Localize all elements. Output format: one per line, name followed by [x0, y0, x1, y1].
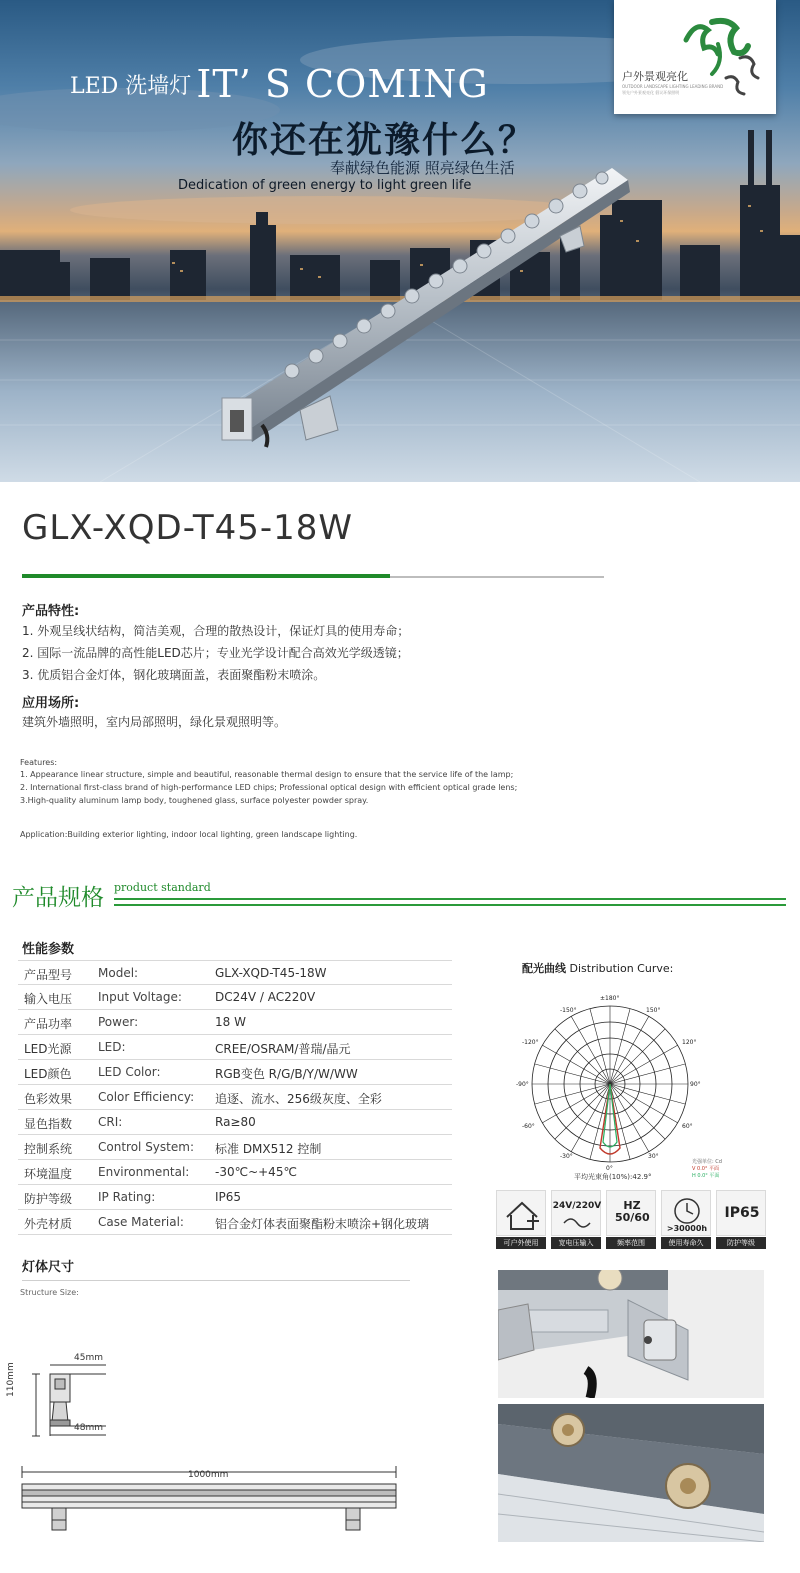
features-heading-en: Features: — [20, 758, 58, 767]
product-photo-end-cap — [498, 1270, 764, 1398]
angle-label: 60° — [682, 1123, 693, 1130]
param-value: 追逐、流水、256级灰度、全彩 — [215, 1092, 382, 1106]
param-value: IP65 — [215, 1190, 242, 1204]
angle-label: -150° — [560, 1007, 577, 1014]
table-row — [18, 1035, 452, 1060]
icon-text: >30000h — [666, 1224, 708, 1233]
product-model-title: GLX-XQD-T45-18W — [22, 508, 354, 548]
hero-headline — [70, 62, 489, 106]
angle-label: -30° — [560, 1153, 573, 1160]
icon-text: HZ 50/60 — [615, 1199, 650, 1224]
table-row — [18, 1160, 452, 1185]
table-row — [18, 985, 452, 1010]
model-divider-accent — [22, 574, 390, 578]
icon-label: 使用寿命久 — [661, 1237, 711, 1249]
product-photo-leds — [498, 1404, 764, 1542]
params-heading: 性能参数 — [22, 942, 75, 957]
spec-divider — [114, 904, 786, 906]
table-row — [18, 1135, 452, 1160]
spec-section-subtitle: product standard — [114, 881, 211, 894]
brand-name-en: OUTDOOR LANDSCAPE LIGHTING LEADING BRAND — [622, 84, 724, 89]
param-value: -30℃~+45℃ — [215, 1165, 297, 1179]
param-value: CREE/OSRAM/普瑞/晶元 — [215, 1042, 351, 1056]
brand-logo — [614, 0, 776, 114]
param-en: Input Voltage: — [98, 990, 182, 1004]
legend-v: V 0.0° 平面 — [692, 1166, 720, 1172]
legend-h: H 0.0° 平面 — [692, 1173, 720, 1179]
dimensions-subtitle: Structure Size: — [20, 1288, 79, 1297]
feature-item-en: 3.High-quality aluminum lamp body, toughened glass, surface polyester powder spray. — [20, 796, 369, 805]
application-heading-cn: 应用场所: — [22, 696, 80, 711]
angle-label: 90° — [690, 1081, 701, 1088]
lifespan-feature — [661, 1190, 711, 1248]
param-value: 18 W — [215, 1015, 246, 1029]
sine-wave-icon — [551, 1190, 601, 1236]
param-value: GLX-XQD-T45-18W — [215, 966, 327, 980]
angle-label: 0° — [606, 1165, 613, 1172]
brand-name-cn: 户外景观亮化 — [622, 70, 688, 83]
angle-label: 30° — [648, 1153, 659, 1160]
feature-item-en: 1. Appearance linear structure, simple and beautiful, reasonable thermal design to ensure that the service life of the lamp; — [20, 770, 514, 779]
feature-icon-strip — [496, 1190, 766, 1250]
beam-angle-note: 平均光束角(10%):42.9° — [574, 1173, 652, 1181]
hero-headline-prefix: LED 洗墙灯 — [70, 74, 192, 99]
distribution-curve-title-en: Distribution Curve: — [569, 962, 674, 975]
icon-label: 频率范围 — [606, 1237, 656, 1249]
param-cn: LED光源 — [24, 1042, 72, 1056]
voltage-feature — [551, 1190, 601, 1248]
angle-label: 120° — [682, 1039, 697, 1046]
param-en: CRI: — [98, 1115, 123, 1129]
param-cn: 显色指数 — [24, 1117, 73, 1131]
dimension-drawing — [0, 1330, 480, 1560]
distribution-curve-panel — [492, 928, 776, 1188]
icon-text: IP65 — [724, 1205, 760, 1221]
brand-tagline: 领先户外景观亮化 倡议环保照明 — [622, 90, 680, 95]
frequency-icon — [606, 1190, 656, 1236]
house-icon — [497, 1191, 547, 1237]
feature-item-cn: 1. 外观呈线状结构，简洁美观，合理的散热设计，保证灯具的使用寿命； — [22, 624, 410, 638]
param-cn: 环境温度 — [24, 1167, 73, 1181]
param-value: Ra≥80 — [215, 1115, 256, 1129]
frequency-feature — [606, 1190, 656, 1248]
icon-label: 防护等级 — [716, 1237, 766, 1249]
dim-base-width: 48mm — [74, 1423, 103, 1433]
table-row — [18, 1110, 452, 1135]
hero-banner — [0, 0, 800, 482]
table-row — [18, 960, 452, 985]
ip-rating-icon — [716, 1190, 766, 1236]
application-text-en: Application:Building exterior lighting, indoor local lighting, green landscape lighting. — [20, 830, 358, 839]
angle-label: 150° — [646, 1007, 661, 1014]
param-en: Control System: — [98, 1140, 194, 1154]
dimensions-divider — [22, 1280, 410, 1281]
param-cn: 色彩效果 — [24, 1092, 73, 1106]
clock-icon — [661, 1190, 711, 1236]
params-table — [18, 960, 452, 1235]
application-text-cn: 建筑外墙照明，室内局部照明，绿化景观照明等。 — [22, 715, 287, 729]
feature-item-en: 2. International first-class brand of high-performance LED chips; Professional optical design with efficient optical grade lens; — [20, 783, 518, 792]
ip-rating-feature — [716, 1190, 766, 1248]
outdoor-feature — [496, 1190, 546, 1248]
hero-question: 你还在犹豫什么？ — [232, 120, 537, 161]
param-cn: 防护等级 — [24, 1192, 73, 1206]
spec-section-title: 产品规格 — [12, 885, 104, 911]
icon-text: 24V/220V — [552, 1201, 602, 1211]
table-row — [18, 1010, 452, 1035]
dimensions-heading: 灯体尺寸 — [22, 1260, 75, 1275]
distribution-curve-title-cn: 配光曲线 — [522, 962, 566, 975]
features-heading-cn: 产品特性: — [22, 604, 80, 619]
param-cn: 控制系统 — [24, 1142, 73, 1156]
brand-calligraphy-mark — [614, 0, 776, 114]
legend-title: 光强单位: Cd — [692, 1159, 722, 1165]
param-en: Environmental: — [98, 1165, 190, 1179]
spec-divider — [114, 898, 786, 900]
param-en: LED: — [98, 1040, 126, 1054]
hero-slogan-en: Dedication of green energy to light green life — [178, 178, 472, 193]
angle-label: ±180° — [600, 995, 620, 1002]
table-row — [18, 1185, 452, 1210]
icon-label: 宽电压输入 — [551, 1237, 601, 1249]
param-en: Color Efficiency: — [98, 1090, 195, 1104]
table-row — [18, 1210, 452, 1235]
dim-height: 110mm — [6, 1362, 16, 1397]
param-en: LED Color: — [98, 1065, 161, 1079]
hero-slogan-cn: 奉献绿色能源 照亮绿色生活 — [330, 159, 515, 177]
param-value: 铝合金灯体表面聚酯粉末喷涂+钢化玻璃 — [215, 1217, 430, 1231]
param-value: 标准 DMX512 控制 — [215, 1142, 322, 1156]
param-value: RGB变色 R/G/B/Y/W/WW — [215, 1067, 358, 1081]
dim-length: 1000mm — [188, 1470, 229, 1480]
table-row — [18, 1060, 452, 1085]
param-en: Case Material: — [98, 1215, 184, 1229]
angle-label: -120° — [522, 1039, 539, 1046]
angle-label: -60° — [522, 1123, 535, 1130]
param-cn: 输入电压 — [24, 992, 73, 1006]
hero-headline-main: IT’ S COMING — [196, 62, 489, 106]
param-cn: 外壳材质 — [24, 1217, 73, 1231]
param-value: DC24V / AC220V — [215, 990, 316, 1004]
param-cn: LED颜色 — [24, 1067, 72, 1081]
angle-label: -90° — [516, 1081, 529, 1088]
dim-top-width: 45mm — [74, 1353, 103, 1363]
table-row — [18, 1085, 452, 1110]
param-cn: 产品型号 — [24, 968, 73, 982]
param-en: Model: — [98, 966, 139, 980]
param-en: Power: — [98, 1015, 139, 1029]
icon-label: 可户外使用 — [496, 1237, 546, 1249]
feature-item-cn: 3. 优质铝合金灯体，钢化玻璃面盖，表面聚酯粉末喷涂。 — [22, 668, 326, 682]
param-cn: 产品功率 — [24, 1017, 73, 1031]
feature-item-cn: 2. 国际一流品牌的高性能LED芯片；专业光学设计配合高效光学级透镜； — [22, 646, 409, 660]
polar-diagram — [492, 928, 776, 1188]
curve-legend — [692, 1158, 722, 1179]
param-en: IP Rating: — [98, 1190, 156, 1204]
